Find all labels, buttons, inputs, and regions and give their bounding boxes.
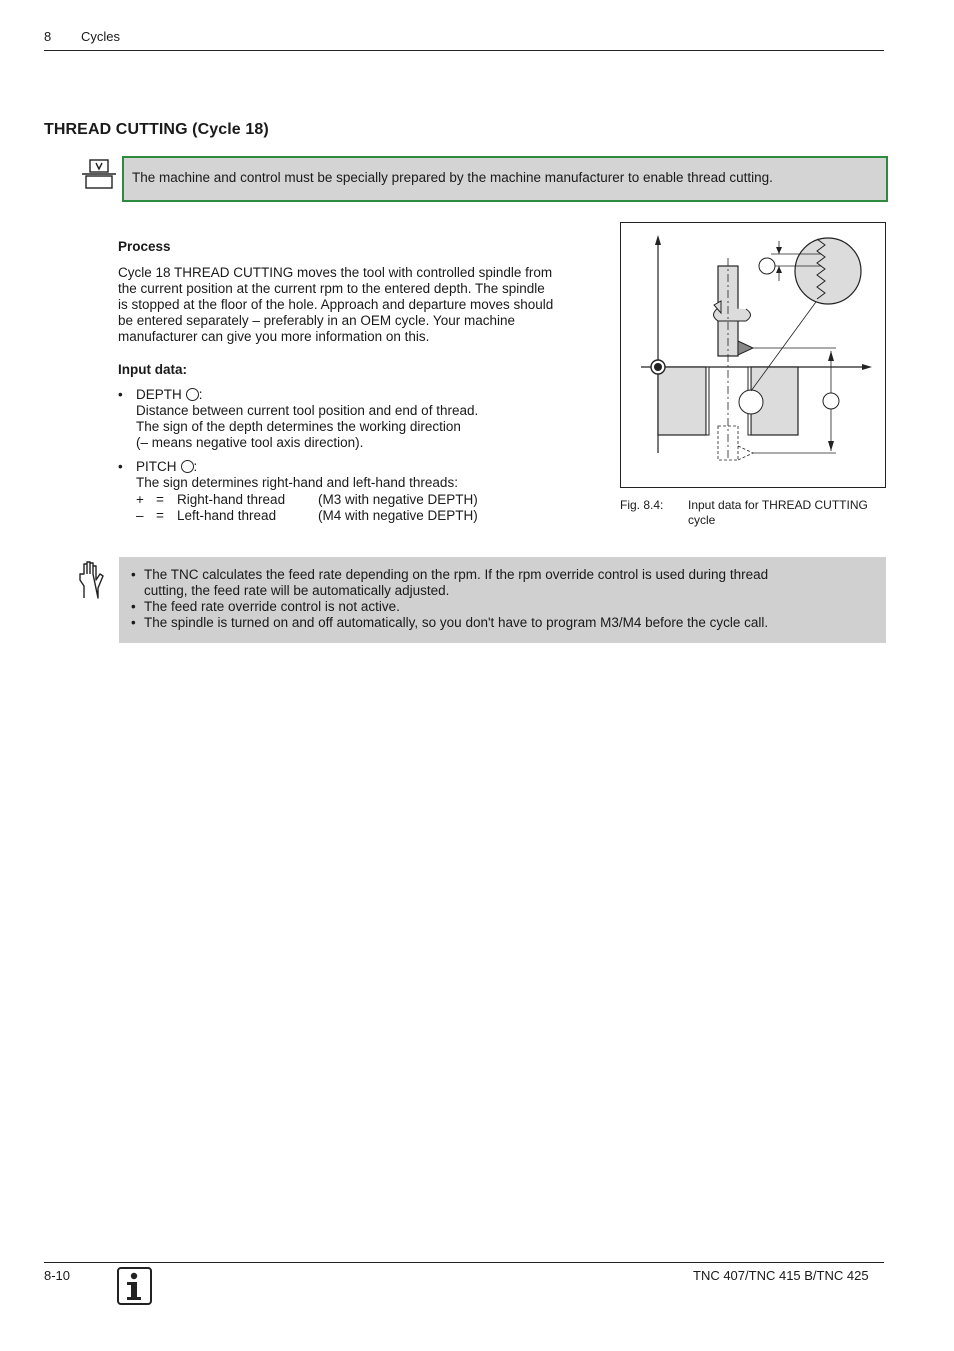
input-data-heading: Input data: (118, 362, 187, 377)
process-line: be entered separately – preferably in an OEM cycle. Your machine (118, 313, 515, 328)
hand-note-icon (78, 560, 106, 600)
process-line: Cycle 18 THREAD CUTTING moves the tool with controlled spindle from (118, 265, 553, 280)
process-line: is stopped at the floor of the hole. Approach and departure moves should (118, 297, 554, 312)
machine-note-box (122, 156, 888, 202)
note-text: The feed rate override control is not active. (144, 599, 400, 614)
pitch-row-sign: – (136, 508, 144, 523)
depth-line: Distance between current tool position and end of thread. (136, 403, 479, 418)
depth-line: (– means negative tool axis direction). (136, 435, 364, 450)
pitch-row-name: Left-hand thread (177, 508, 277, 523)
page-title: THREAD CUTTING (Cycle 18) (44, 121, 269, 138)
figure-caption-line: Input data for THREAD CUTTING (688, 498, 868, 512)
process-line: manufacturer can give you more information on this. (118, 329, 430, 344)
pitch-bullet: • (118, 459, 123, 474)
process-text (118, 265, 593, 345)
figure-caption-line: cycle (688, 513, 716, 527)
pitch-row-name: Right-hand thread (177, 492, 286, 507)
thread-cutting-figure (620, 222, 886, 488)
pitch-symbol-icon (181, 460, 194, 473)
depth-label-line: DEPTH : (136, 387, 203, 402)
notes-box: • The TNC calculates the feed rate depending on the rpm. If the rpm override control is used during thread cutting, the feed rate will be automatically adjusted. • The feed rate override control is not active. • The spindle is turned on and off automatically, so you don't have to program M3/M4 before the cycle call. (119, 557, 886, 643)
note-text: The TNC calculates the feed rate depending on the rpm. If the rpm override control is used during thread (144, 567, 769, 582)
process-heading: Process (118, 239, 171, 254)
depth-symbol-icon (186, 388, 199, 401)
process-line: the current position at the current rpm to the entered depth. The spindle (118, 281, 545, 296)
depth-line: The sign of the depth determines the working direction (136, 419, 461, 434)
pitch-row-eq: = (156, 492, 164, 507)
pitch-description: The sign determines right-hand and left-hand threads: (136, 475, 458, 490)
depth-description (136, 403, 478, 451)
header-page-number: 8 (44, 29, 52, 44)
pitch-label: PITCH (136, 459, 177, 474)
pitch-row-note: (M3 with negative DEPTH) (318, 492, 478, 507)
machine-note-icon (80, 158, 118, 190)
depth-bullet: • (118, 387, 123, 402)
footer-page: 8-10 (44, 1268, 71, 1283)
machine-note-text: The machine and control must be specially prepared by the machine manufacturer to enable thread cutting. (132, 170, 773, 185)
footer-rule (44, 1262, 884, 1263)
footer-product: TNC 407/TNC 415 B/TNC 425 (693, 1268, 869, 1283)
note-text: cutting, the feed rate will be automatically adjusted. (144, 583, 450, 598)
depth-label: DEPTH (136, 387, 182, 402)
info-icon (116, 1266, 154, 1306)
thread-cutting-diagram (621, 223, 885, 487)
header-section: Cycles (81, 29, 121, 44)
note-text: The spindle is turned on and off automatically, so you don't have to program M3/M4 before the cycle call. (144, 615, 769, 630)
figure-caption (688, 498, 868, 528)
pitch-row-sign: + (136, 492, 144, 507)
figure-number: Fig. 8.4: (620, 498, 664, 512)
pitch-row-eq: = (156, 508, 164, 523)
pitch-label-line: PITCH : (136, 459, 198, 474)
header-rule (44, 50, 884, 51)
pitch-row-note: (M4 with negative DEPTH) (318, 508, 478, 523)
